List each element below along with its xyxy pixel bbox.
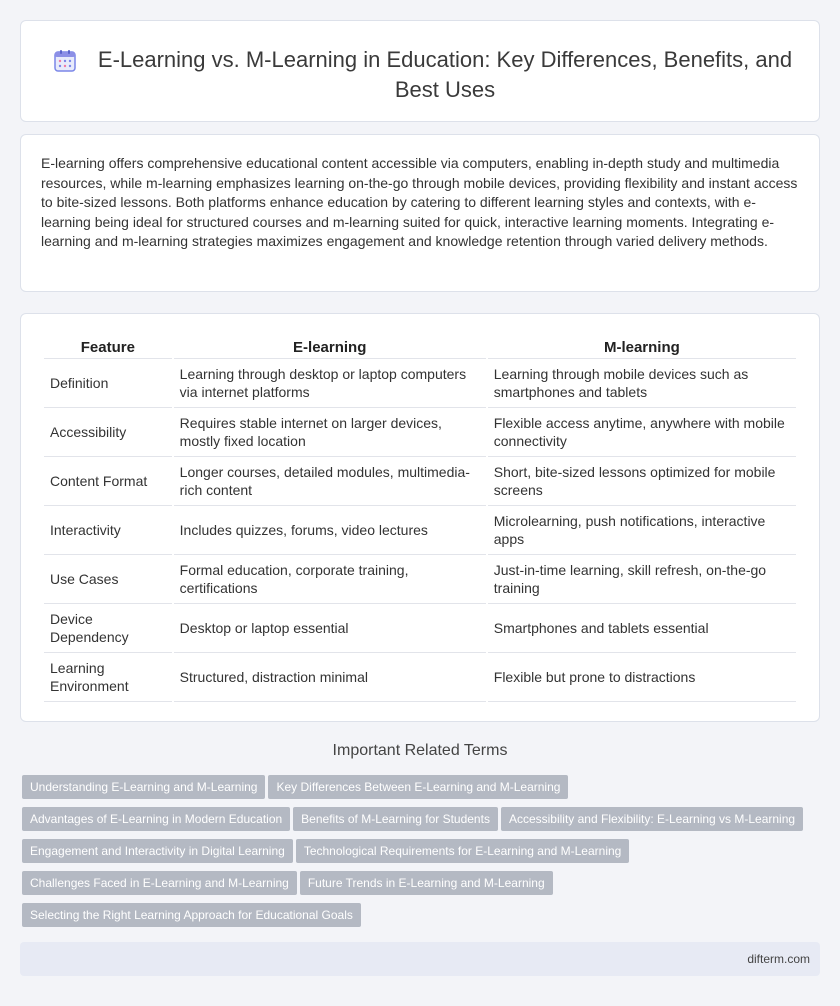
- feature-cell: Accessibility: [44, 408, 172, 457]
- e-learning-cell: Formal education, corporate training, certifications: [174, 555, 486, 604]
- m-learning-cell: Short, bite-sized lessons optimized for mobile screens: [488, 457, 796, 506]
- site-link[interactable]: difterm.com: [747, 952, 810, 966]
- feature-cell: Definition: [44, 359, 172, 408]
- m-learning-cell: Just-in-time learning, skill refresh, on-the-go training: [488, 555, 796, 604]
- related-term-tag[interactable]: Future Trends in E-Learning and M-Learning: [300, 871, 553, 895]
- e-learning-cell: Longer courses, detailed modules, multimedia-rich content: [174, 457, 486, 506]
- e-learning-cell: Includes quizzes, forums, video lectures: [174, 506, 486, 555]
- feature-cell: Use Cases: [44, 555, 172, 604]
- m-learning-cell: Smartphones and tablets essential: [488, 604, 796, 653]
- related-term-tag[interactable]: Technological Requirements for E-Learning and M-Learning: [296, 839, 630, 863]
- table-header-row: [44, 333, 796, 359]
- related-term-tag[interactable]: Accessibility and Flexibility: E-Learning vs M-Learning: [501, 807, 803, 831]
- comparison-table: [42, 333, 798, 702]
- table-row: [44, 408, 796, 457]
- related-term-tag[interactable]: Key Differences Between E-Learning and M-Learning: [268, 775, 568, 799]
- table-row: [44, 457, 796, 506]
- e-learning-cell: Structured, distraction minimal: [174, 653, 486, 702]
- table-row: [44, 359, 796, 408]
- m-learning-cell: Flexible but prone to distractions: [488, 653, 796, 702]
- related-terms-title: Important Related Terms: [332, 742, 508, 759]
- feature-cell: Content Format: [44, 457, 172, 506]
- related-term-tag[interactable]: Selecting the Right Learning Approach for Educational Goals: [22, 903, 361, 927]
- related-term-tag[interactable]: Challenges Faced in E-Learning and M-Learning: [22, 871, 297, 895]
- m-learning-cell: Microlearning, push notifications, interactive apps: [488, 506, 796, 555]
- feature-cell: Interactivity: [44, 506, 172, 555]
- table-row: [44, 506, 796, 555]
- e-learning-cell: Learning through desktop or laptop computers via internet platforms: [174, 359, 486, 408]
- header-m-learning: M-learning: [488, 333, 796, 359]
- related-term-tag[interactable]: Advantages of E-Learning in Modern Education: [22, 807, 290, 831]
- m-learning-cell: Learning through mobile devices such as smartphones and tablets: [488, 359, 796, 408]
- e-learning-cell: Desktop or laptop essential: [174, 604, 486, 653]
- related-term-tag[interactable]: Engagement and Interactivity in Digital Learning: [22, 839, 293, 863]
- intro-paragraph: E-learning offers comprehensive educational content accessible via computers, enabling in-depth study and multimedia resources, while m-learning emphasizes learning on-the-go through mobile devices, providing flexibility and instant access to bite-sized lessons. Both platforms enhance education by catering to different learning styles and contexts, with e-learning being ideal for structured courses and m-learning suited for quick, interactive learning moments. Integrating e-learning and m-learning strategies maximizes engagement and knowledge retention through varied delivery methods.: [41, 155, 798, 250]
- e-learning-cell: Requires stable internet on larger devices, mostly fixed location: [174, 408, 486, 457]
- header-e-learning: E-learning: [174, 333, 486, 359]
- page-title: E-Learning vs. M-Learning in Education: Key Differences, Benefits, and Best Uses: [97, 47, 793, 102]
- related-term-tag[interactable]: Understanding E-Learning and M-Learning: [22, 775, 265, 799]
- footer: [20, 942, 820, 976]
- table-row: [44, 555, 796, 604]
- m-learning-cell: Flexible access anytime, anywhere with mobile connectivity: [488, 408, 796, 457]
- table-row: [44, 653, 796, 702]
- header-card: [20, 20, 820, 122]
- header-feature: Feature: [44, 333, 172, 359]
- related-term-tag[interactable]: Benefits of M-Learning for Students: [293, 807, 498, 831]
- feature-cell: Device Dependency: [44, 604, 172, 653]
- table-row: [44, 604, 796, 653]
- intro-card: [20, 134, 820, 292]
- related-terms-list: [22, 775, 822, 935]
- feature-cell: Learning Environment: [44, 653, 172, 702]
- comparison-table-card: [20, 313, 820, 722]
